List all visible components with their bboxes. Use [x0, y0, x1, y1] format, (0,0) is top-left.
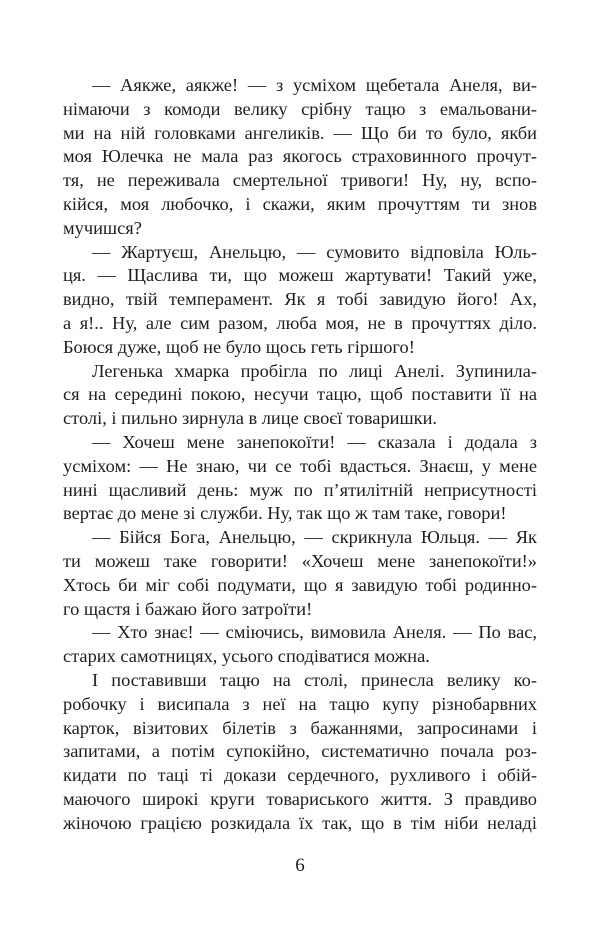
page-number: 6	[295, 855, 305, 876]
text-line: старих самотницях, усього сподіватися можна.	[63, 646, 430, 667]
text-line: — Аякже, аякже! — з усміхом щебетала Анеля, ви-	[92, 75, 537, 95]
text-line: І поставивши тацю на столі, принесла велику ко-	[92, 669, 537, 690]
text-line: моя Юлечка не мала раз якогось страховинного прочут-	[63, 146, 537, 167]
paragraph	[63, 74, 537, 241]
text-line: Легенька хмарка пробігла по лиці Анелі. Зупинила-	[92, 360, 537, 381]
text-line: кійся, моя любочко, і скажи, яким прочуттям ти знов	[63, 193, 537, 214]
text-line: жіночою грацією розкидала їх так, що в тім ніби неладі	[63, 812, 537, 833]
paragraph	[63, 241, 537, 360]
text-line: го щастя і бажаю його затроїти!	[63, 598, 313, 619]
text-line: Хтось би міг собі подумати, що я завидую тобі родинно-	[63, 574, 537, 595]
text-line: тя, не переживала смертельної тривоги! Ну, ну, вспо-	[63, 170, 537, 191]
text-line: кидати по таці ті докази сердечного, рухливого і обій-	[63, 765, 537, 786]
text-line: Боюся дуже, щоб не було щось геть гіршого!	[63, 336, 415, 357]
paragraph	[63, 431, 537, 526]
text-line: — Бійся Бога, Анельцю, — скрикнула Юльця. — Як	[92, 527, 537, 548]
text-line: нині щасливий день: муж по п’ятилітній неприсутності	[63, 479, 537, 500]
text-line: запитами, а потім супокійно, систематично почала роз-	[63, 741, 537, 762]
text-line: а я!.. Ну, але сим разом, люба моя, не в прочуттях діло.	[63, 312, 537, 333]
text-line: німаючи з комоди велику срібну тацю з емальовани-	[63, 98, 537, 119]
paragraph	[63, 669, 537, 836]
text-line: ти можеш таке говорити! «Хочеш мене занепокоїти!»	[63, 550, 537, 571]
text-line: столі, і пильно зирнула в лице своєї товаришки.	[63, 408, 438, 429]
text-line: ми на ній головками ангеликів. — Що би то було, якби	[63, 122, 537, 143]
text-line: мучишся?	[63, 217, 142, 238]
paragraph	[63, 621, 537, 669]
page-text	[63, 74, 537, 836]
text-line: — Хто знає! — сміючись, вимовила Анеля. — По вас,	[92, 622, 537, 643]
text-line: карток, візитових білетів з бажаннями, запросинами і	[63, 717, 537, 738]
text-line: видно, твій темперамент. Як я тобі завидую його! Ах,	[63, 289, 537, 310]
paragraph	[63, 526, 537, 621]
text-line: робочку і висипала з неї на тацю купу різнобарвних	[63, 693, 537, 714]
text-line: ся на середині покою, несучи тацю, щоб поставити її на	[63, 384, 537, 405]
text-line: — Хочеш мене занепокоїти! — сказала і додала з	[92, 431, 537, 452]
text-line: маючого широкі круги товариського життя. З правдиво	[63, 788, 537, 809]
text-line: усміхом: — Не знаю, чи се тобі вдасться. Знаєш, у мене	[63, 455, 537, 476]
text-line: — Жартуєш, Анельцю, — сумовито відповіла Юль-	[92, 241, 537, 262]
text-line: ця. — Щаслива ти, що можеш жартувати! Такий уже,	[63, 265, 537, 286]
text-line: вертає до мене зі служби. Ну, так що ж там таке, говори!	[63, 503, 507, 524]
paragraph	[63, 360, 537, 431]
